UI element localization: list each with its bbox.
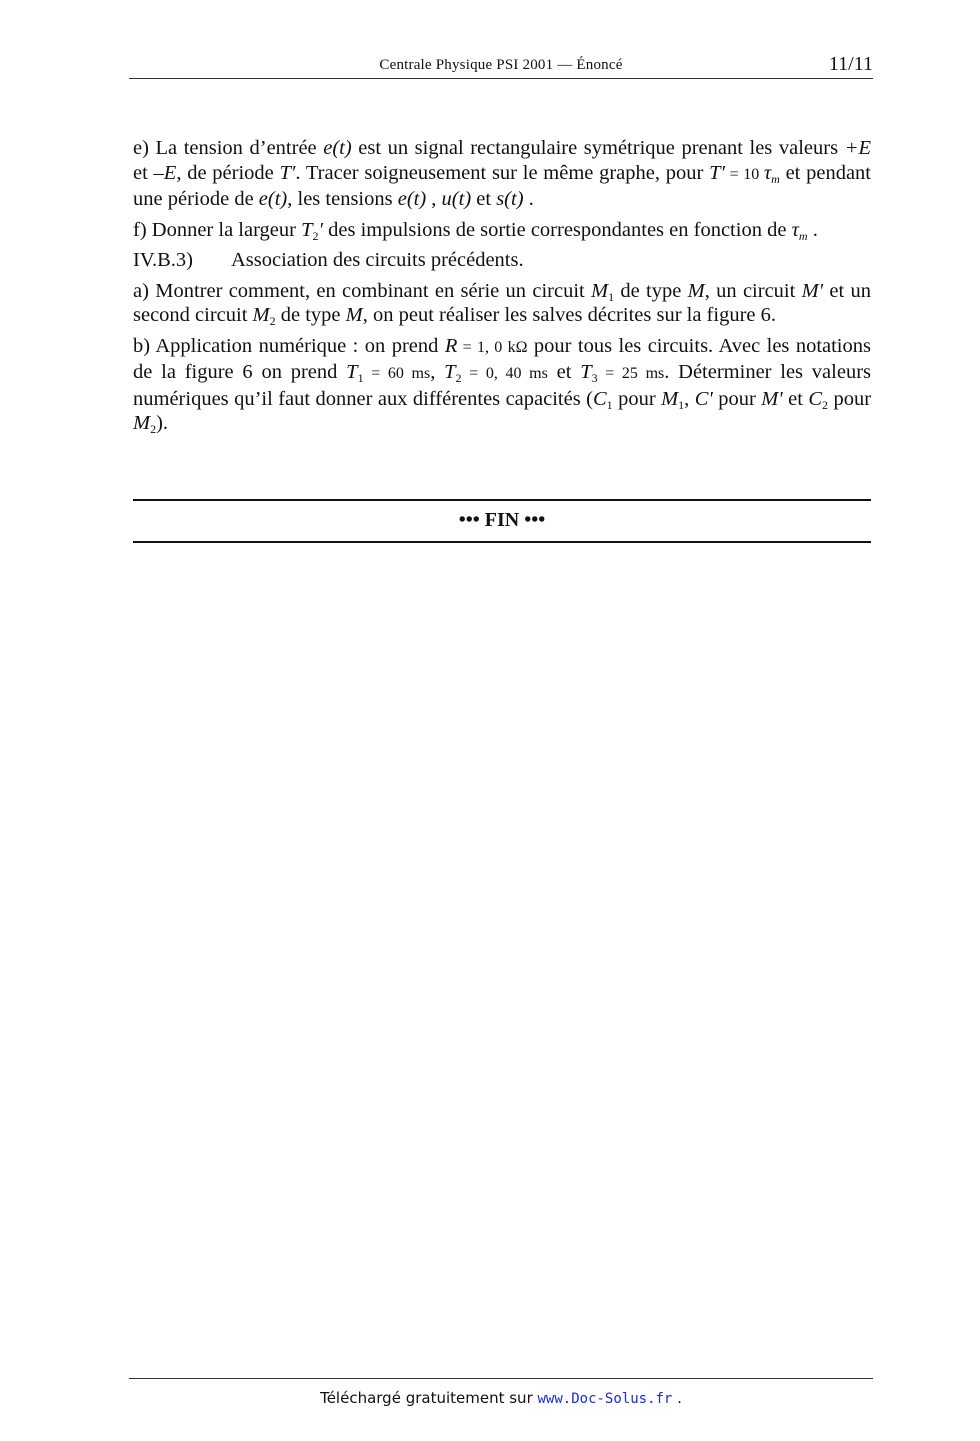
section-title: Association des circuits précédents. xyxy=(231,249,524,271)
header-title: Centrale Physique PSI 2001 — Énoncé xyxy=(379,57,623,73)
question-e: e) La tension d’entrée e(t) est un signal rectangulaire symétrique prenant les valeurs +E et –E, de période T′. Tracer soigneusement sur le même graphe, pour T′ = 10 $\tau_m$ et pendant une période de e(t), les tensions e(t) , u(t) et s(t) . xyxy=(133,137,872,210)
page-footer xyxy=(129,1378,873,1419)
footer-text: Téléchargé gratuitement sur www.Doc-Solus.fr . xyxy=(320,1389,682,1407)
section-heading xyxy=(133,248,871,273)
fin-text: ••• FIN ••• xyxy=(458,509,546,531)
footer-link[interactable]: www.Doc-Solus.fr xyxy=(537,1391,673,1407)
end-marker xyxy=(133,499,871,543)
document-body xyxy=(133,136,871,442)
question-b: b) Application numérique : on prend R = 1, 0 kΩ pour tous les circuits. Avec les notations de la figure 6 on prend $T_1 = 60$ ms, $T_2 = 0$, 40 ms et $T_3 = 25$ ms. Déterminer les valeurs numériques qu’il faut donner aux différentes capacités ($C_1$ pour $M_1$, C' pour M' et $C_2$ pour $M_2$). xyxy=(133,334,872,436)
page-number: 11/11 xyxy=(828,53,873,75)
page-header xyxy=(129,52,873,79)
section-number: IV.B.3) xyxy=(133,249,193,271)
question-f: f) Donner la largeur $T_2'$ des impulsions de sortie correspondantes en fonction de $\tau_m$ . xyxy=(133,218,818,243)
question-a: a) Montrer comment, en combinant en série un circuit $M_1$ de type M, un circuit M' et un second circuit $M_2$ de type M, on peut réaliser les salves décrites sur la figure 6. xyxy=(133,279,871,328)
